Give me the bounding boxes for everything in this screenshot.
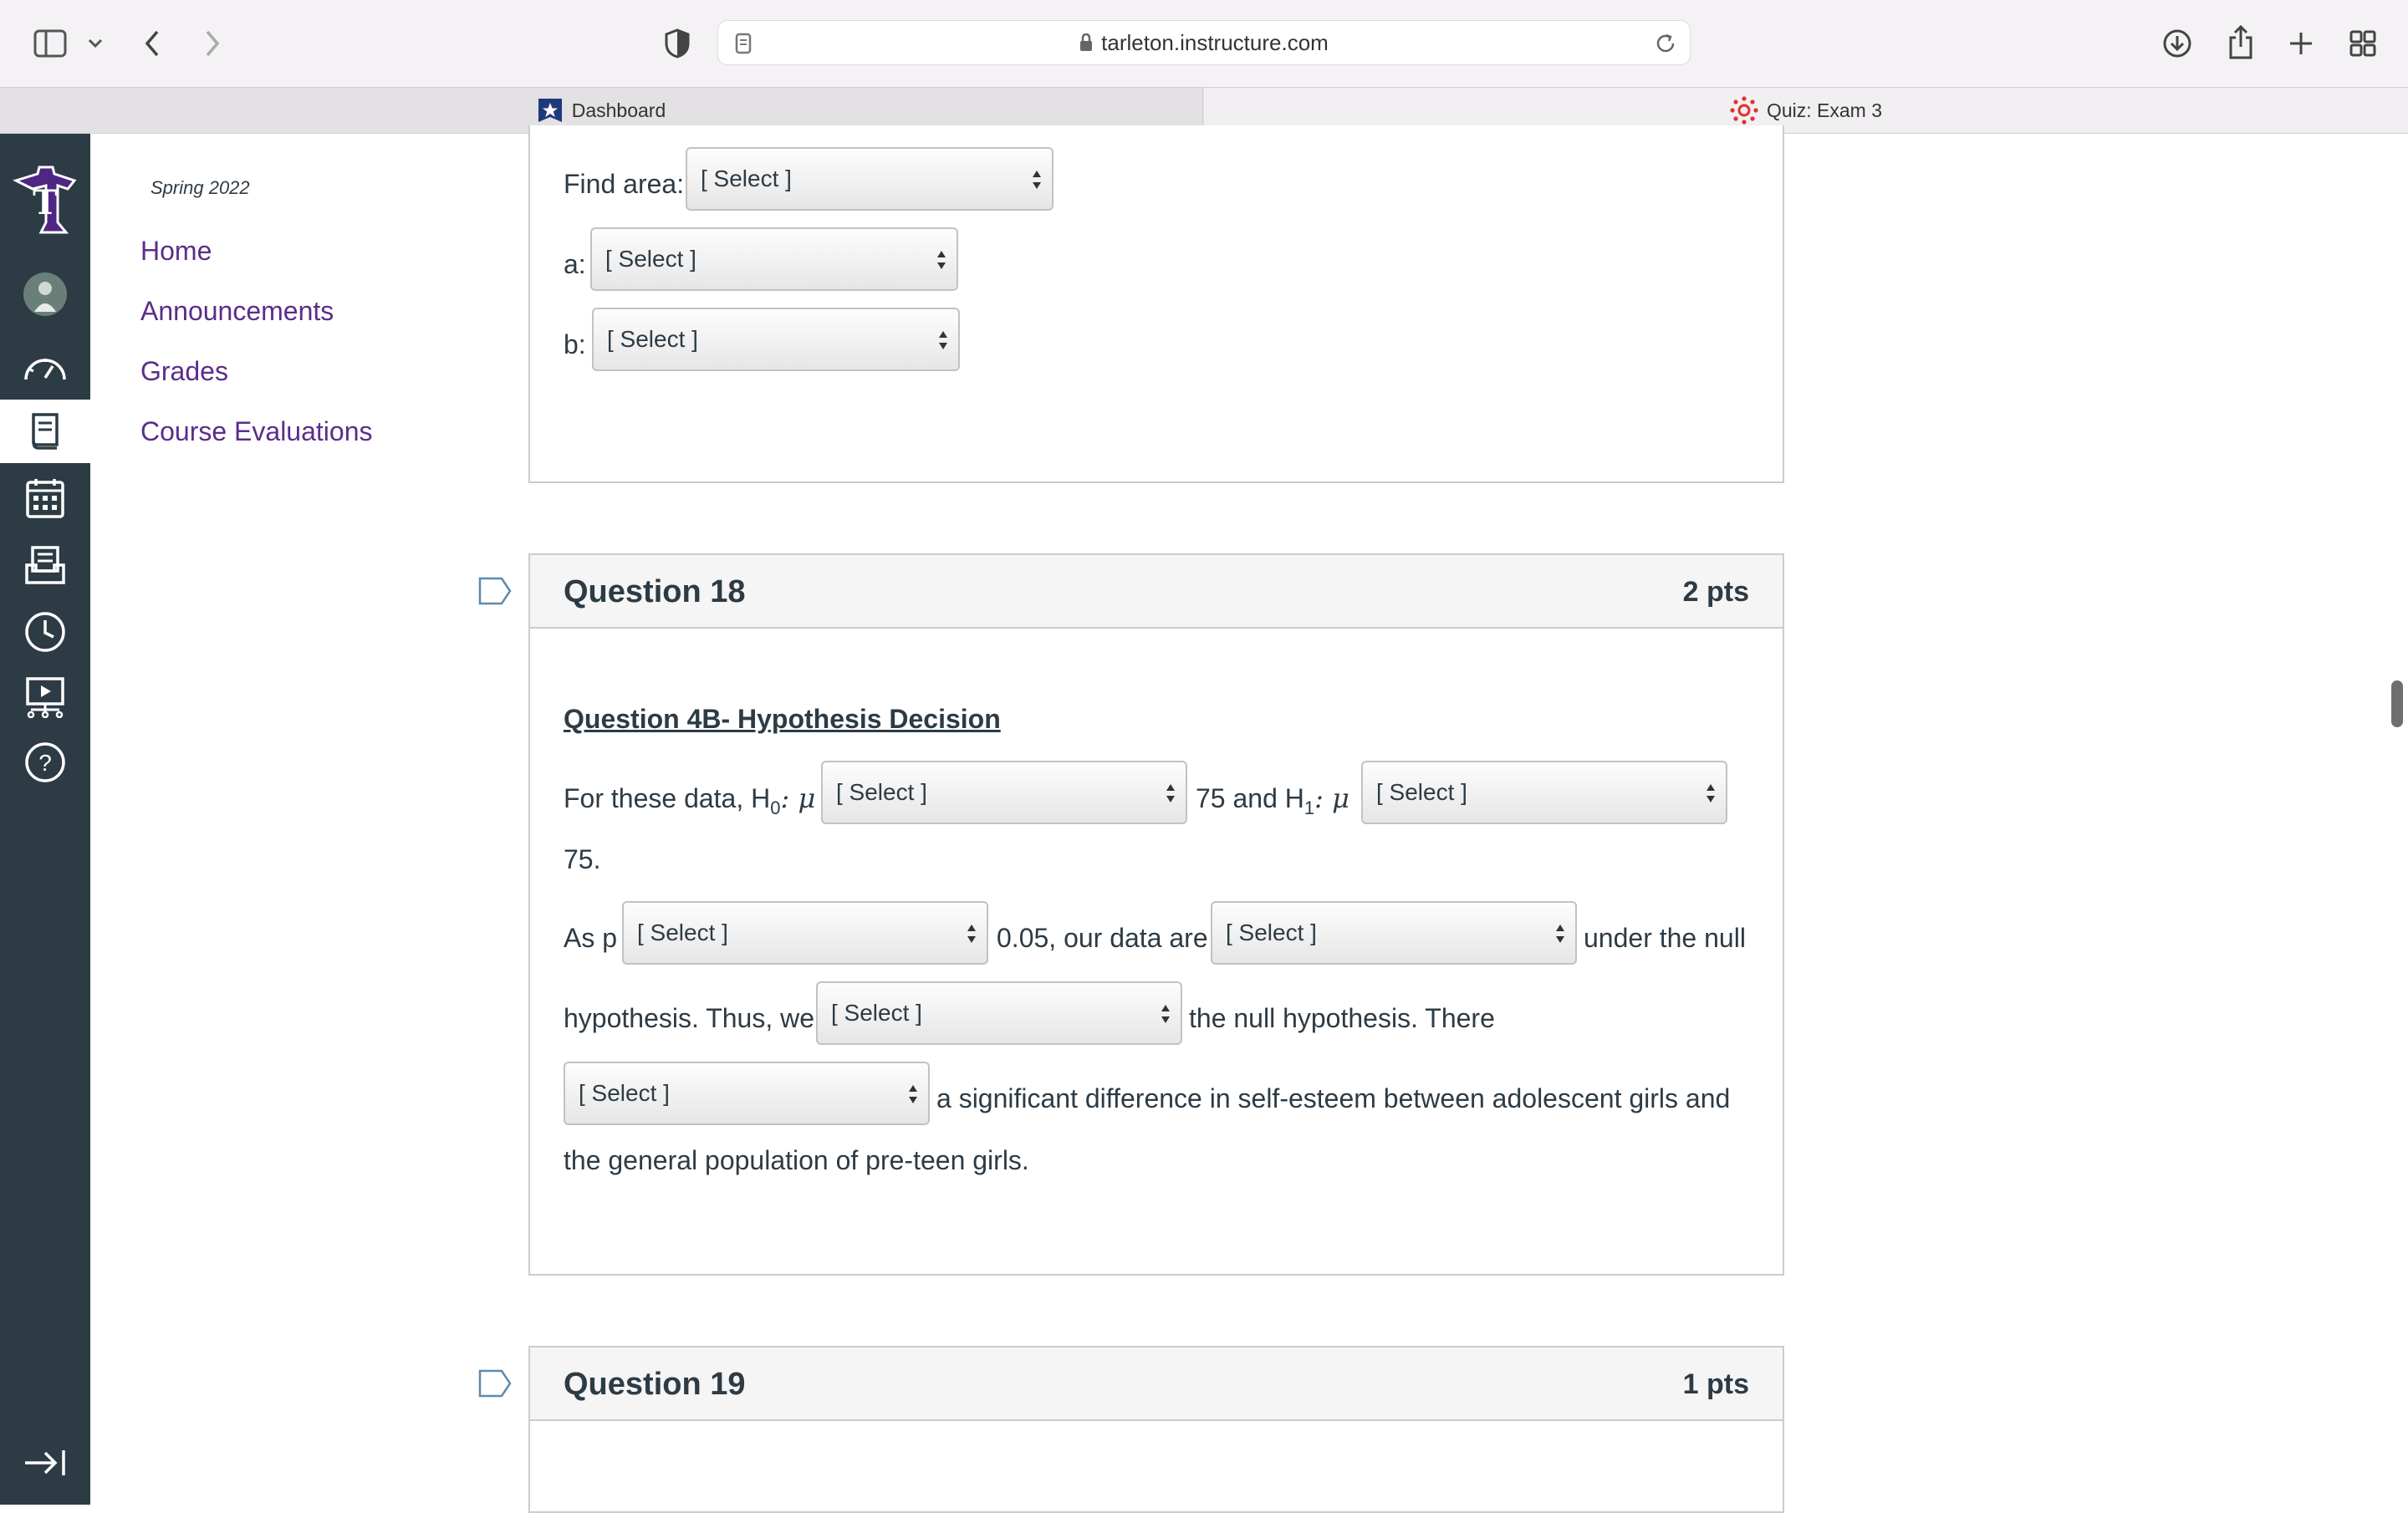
difference-select[interactable] — [564, 1062, 930, 1125]
inbox-icon[interactable] — [0, 533, 90, 597]
question-18-header — [530, 555, 1783, 629]
data-likelihood-select[interactable] — [1211, 901, 1577, 965]
question-points: 2 pts — [1682, 576, 1749, 608]
select-placeholder: [ Select ] — [1226, 920, 1317, 945]
select-placeholder: [ Select ] — [579, 1080, 670, 1106]
hypothesis-h0-text — [564, 782, 816, 818]
question-subheading: Question 4B- Hypothesis Decision — [564, 704, 1001, 734]
page-scrollbar[interactable] — [2391, 680, 2403, 727]
share-icon[interactable] — [2224, 22, 2258, 62]
line2-prefix-text: As p — [564, 923, 618, 953]
select-arrows-icon — [908, 1082, 918, 1107]
chevron-down-icon[interactable] — [84, 30, 107, 57]
select-arrows-icon — [967, 921, 977, 946]
mu-symbol: : μ — [1314, 782, 1349, 814]
svg-text:?: ? — [38, 750, 52, 776]
select-placeholder: [ Select ] — [605, 246, 696, 272]
collapse-nav-icon[interactable] — [0, 1431, 90, 1495]
lock-icon — [1079, 33, 1093, 52]
question-19-header — [530, 1347, 1783, 1421]
b-label: b: — [564, 329, 586, 359]
course-nav-announcements[interactable]: Announcements — [140, 296, 334, 326]
subscript: 0 — [770, 797, 781, 818]
canvas-star-icon — [537, 97, 564, 124]
line2-mid-text: 0.05, our data are — [997, 923, 1208, 953]
select-placeholder: [ Select ] — [701, 166, 792, 191]
select-placeholder: [ Select ] — [1376, 779, 1467, 805]
select-arrows-icon — [938, 328, 948, 353]
canvas-logo-icon — [1730, 96, 1758, 125]
question-19-card — [528, 1346, 1784, 1513]
p-value-operator-select[interactable] — [622, 901, 988, 965]
decision-select[interactable] — [816, 981, 1182, 1045]
address-bar[interactable] — [717, 20, 1691, 65]
courses-icon[interactable] — [0, 400, 90, 463]
h0-operator-select[interactable] — [821, 761, 1187, 824]
b-select[interactable] — [592, 308, 960, 371]
course-nav-home[interactable]: Home — [140, 236, 212, 266]
select-arrows-icon — [1555, 921, 1565, 946]
course-nav-course-evaluations[interactable]: Course Evaluations — [140, 416, 373, 446]
line1-end-text: 75. — [564, 844, 601, 874]
flag-question-18-icon[interactable] — [478, 577, 512, 609]
global-nav — [0, 134, 90, 1505]
calendar-icon[interactable] — [0, 466, 90, 530]
course-nav-grades[interactable]: Grades — [140, 356, 228, 386]
privacy-shield-icon[interactable] — [661, 25, 694, 62]
account-avatar[interactable] — [0, 262, 90, 326]
question-title: Question 19 — [564, 1367, 746, 1402]
term-label: Spring 2022 — [150, 177, 250, 198]
find-area-select[interactable] — [686, 147, 1054, 211]
hypothesis-h1-text — [1196, 782, 1349, 818]
url-text: tarleton.instructure.com — [1101, 29, 1329, 55]
select-arrows-icon — [1161, 1001, 1171, 1026]
help-icon[interactable] — [0, 731, 90, 794]
new-tab-icon[interactable] — [2284, 27, 2318, 60]
svg-text:T: T — [33, 183, 58, 222]
text-fragment: For these data, H — [564, 783, 771, 813]
dashboard-icon[interactable] — [0, 336, 90, 400]
page-icon — [733, 31, 753, 56]
tab-label: Quiz: Exam 3 — [1766, 99, 1883, 121]
line3-prefix-text: hypothesis. Thus, we — [564, 1003, 815, 1033]
select-placeholder: [ Select ] — [836, 779, 927, 805]
select-arrows-icon — [1706, 781, 1716, 806]
find-area-label: Find area: — [564, 169, 685, 199]
question-points: 1 pts — [1682, 1368, 1749, 1400]
forward-icon[interactable] — [196, 25, 229, 62]
back-icon[interactable] — [135, 25, 169, 62]
reload-icon[interactable] — [1653, 31, 1678, 56]
a-label: a: — [564, 249, 586, 279]
line4-end-text: a significant difference in self-esteem between adolescent girls and — [936, 1083, 1731, 1113]
studio-icon[interactable] — [0, 665, 90, 729]
select-arrows-icon — [936, 247, 946, 273]
tab-overview-icon[interactable] — [2346, 27, 2380, 60]
select-placeholder: [ Select ] — [637, 920, 728, 945]
flag-question-19-icon[interactable] — [478, 1369, 512, 1402]
select-arrows-icon — [1166, 781, 1176, 806]
question-title: Question 18 — [564, 574, 746, 609]
text-fragment: 75 and H — [1196, 783, 1304, 813]
history-icon[interactable] — [0, 600, 90, 664]
select-placeholder: [ Select ] — [607, 326, 698, 352]
a-select[interactable] — [590, 227, 958, 291]
select-placeholder: [ Select ] — [831, 1000, 922, 1026]
line3-end-text: the null hypothesis. There — [1189, 1003, 1495, 1033]
subscript: 1 — [1303, 797, 1315, 818]
h1-operator-select[interactable] — [1361, 761, 1727, 824]
mu-symbol: : μ — [780, 782, 816, 814]
line2-end-text: under the null — [1584, 923, 1746, 953]
downloads-icon[interactable] — [2161, 25, 2194, 62]
line5-text: the general population of pre-teen girls. — [564, 1145, 1029, 1175]
sidebar-toggle-icon[interactable] — [32, 27, 69, 60]
browser-toolbar — [0, 0, 2408, 87]
tab-label: Dashboard — [571, 99, 666, 121]
select-arrows-icon — [1032, 167, 1042, 192]
logo-icon[interactable] — [0, 159, 90, 242]
